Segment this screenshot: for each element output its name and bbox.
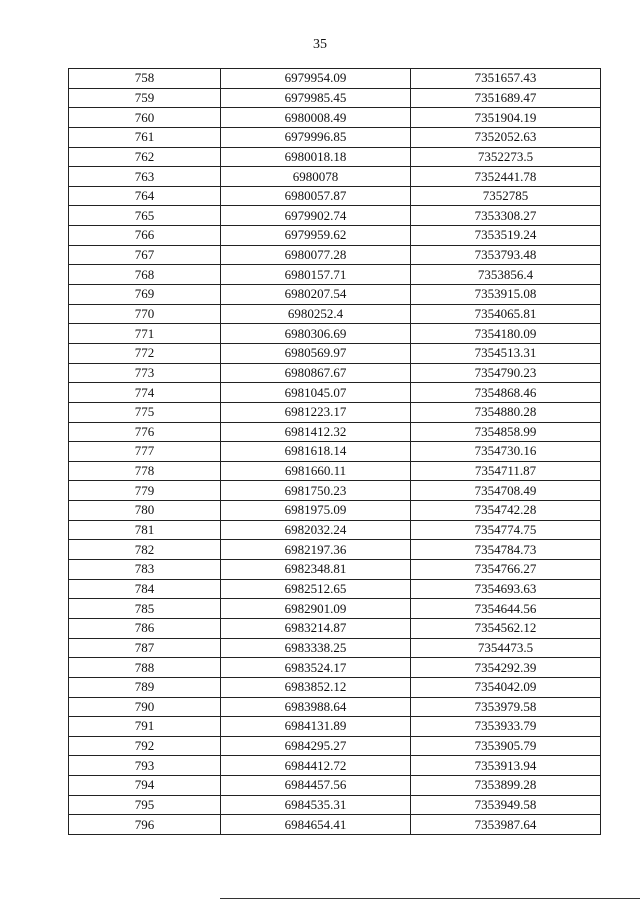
x-coordinate-cell: 6980018.18 <box>221 147 411 167</box>
x-coordinate-cell: 6980077.28 <box>221 245 411 265</box>
y-coordinate-cell: 7354766.27 <box>411 560 601 580</box>
point-number-cell: 774 <box>69 383 221 403</box>
point-number-cell: 776 <box>69 422 221 442</box>
y-coordinate-cell: 7354708.49 <box>411 481 601 501</box>
point-number-cell: 767 <box>69 245 221 265</box>
y-coordinate-cell: 7354693.63 <box>411 579 601 599</box>
point-number-cell: 790 <box>69 697 221 717</box>
table-row <box>69 108 601 128</box>
point-number-cell: 777 <box>69 442 221 462</box>
point-number-cell: 793 <box>69 756 221 776</box>
point-number-cell: 794 <box>69 776 221 796</box>
table-row <box>69 147 601 167</box>
table-row <box>69 638 601 658</box>
y-coordinate-cell: 7352052.63 <box>411 127 601 147</box>
point-number-cell: 771 <box>69 324 221 344</box>
x-coordinate-cell: 6983338.25 <box>221 638 411 658</box>
table-row <box>69 618 601 638</box>
point-number-cell: 781 <box>69 520 221 540</box>
x-coordinate-cell: 6983524.17 <box>221 658 411 678</box>
y-coordinate-cell: 7354644.56 <box>411 599 601 619</box>
y-coordinate-cell: 7354292.39 <box>411 658 601 678</box>
x-coordinate-cell: 6984457.56 <box>221 776 411 796</box>
bottom-divider <box>220 898 640 899</box>
table-row <box>69 815 601 835</box>
table-row <box>69 402 601 422</box>
point-number-cell: 762 <box>69 147 221 167</box>
x-coordinate-cell: 6983852.12 <box>221 677 411 697</box>
point-number-cell: 783 <box>69 560 221 580</box>
x-coordinate-cell: 6980207.54 <box>221 285 411 305</box>
y-coordinate-cell: 7352785 <box>411 186 601 206</box>
y-coordinate-cell: 7354180.09 <box>411 324 601 344</box>
point-number-cell: 766 <box>69 226 221 246</box>
point-number-cell: 791 <box>69 717 221 737</box>
y-coordinate-cell: 7353913.94 <box>411 756 601 776</box>
point-number-cell: 773 <box>69 363 221 383</box>
y-coordinate-cell: 7354730.16 <box>411 442 601 462</box>
x-coordinate-cell: 6980157.71 <box>221 265 411 285</box>
point-number-cell: 778 <box>69 461 221 481</box>
table-row <box>69 422 601 442</box>
table-row <box>69 343 601 363</box>
y-coordinate-cell: 7352273.5 <box>411 147 601 167</box>
point-number-cell: 759 <box>69 88 221 108</box>
y-coordinate-cell: 7354784.73 <box>411 540 601 560</box>
y-coordinate-cell: 7353793.48 <box>411 245 601 265</box>
y-coordinate-cell: 7353899.28 <box>411 776 601 796</box>
x-coordinate-cell: 6983214.87 <box>221 618 411 638</box>
point-number-cell: 792 <box>69 736 221 756</box>
point-number-cell: 786 <box>69 618 221 638</box>
point-number-cell: 763 <box>69 167 221 187</box>
x-coordinate-cell: 6979902.74 <box>221 206 411 226</box>
x-coordinate-cell: 6980306.69 <box>221 324 411 344</box>
y-coordinate-cell: 7353979.58 <box>411 697 601 717</box>
table-row <box>69 285 601 305</box>
table-row <box>69 599 601 619</box>
y-coordinate-cell: 7354473.5 <box>411 638 601 658</box>
table-row <box>69 658 601 678</box>
y-coordinate-cell: 7353905.79 <box>411 736 601 756</box>
x-coordinate-cell: 6982348.81 <box>221 560 411 580</box>
y-coordinate-cell: 7354065.81 <box>411 304 601 324</box>
x-coordinate-cell: 6980569.97 <box>221 343 411 363</box>
table-row <box>69 795 601 815</box>
table-row <box>69 501 601 521</box>
table-row <box>69 697 601 717</box>
point-number-cell: 764 <box>69 186 221 206</box>
table-row <box>69 442 601 462</box>
x-coordinate-cell: 6982512.65 <box>221 579 411 599</box>
table-row <box>69 127 601 147</box>
table-row <box>69 245 601 265</box>
table-row <box>69 560 601 580</box>
point-number-cell: 769 <box>69 285 221 305</box>
point-number-cell: 765 <box>69 206 221 226</box>
table-row <box>69 540 601 560</box>
x-coordinate-cell: 6981412.32 <box>221 422 411 442</box>
point-number-cell: 779 <box>69 481 221 501</box>
x-coordinate-cell: 6984131.89 <box>221 717 411 737</box>
point-number-cell: 796 <box>69 815 221 835</box>
y-coordinate-cell: 7354742.28 <box>411 501 601 521</box>
x-coordinate-cell: 6979985.45 <box>221 88 411 108</box>
x-coordinate-cell: 6983988.64 <box>221 697 411 717</box>
point-number-cell: 785 <box>69 599 221 619</box>
x-coordinate-cell: 6984535.31 <box>221 795 411 815</box>
table-row <box>69 677 601 697</box>
table-row <box>69 717 601 737</box>
coordinates-table <box>68 68 601 835</box>
table-row <box>69 304 601 324</box>
table-row <box>69 265 601 285</box>
point-number-cell: 780 <box>69 501 221 521</box>
x-coordinate-cell: 6980252.4 <box>221 304 411 324</box>
table-row <box>69 736 601 756</box>
x-coordinate-cell: 6980008.49 <box>221 108 411 128</box>
x-coordinate-cell: 6981618.14 <box>221 442 411 462</box>
table-row <box>69 383 601 403</box>
x-coordinate-cell: 6982901.09 <box>221 599 411 619</box>
point-number-cell: 787 <box>69 638 221 658</box>
y-coordinate-cell: 7352441.78 <box>411 167 601 187</box>
y-coordinate-cell: 7354042.09 <box>411 677 601 697</box>
table-row <box>69 481 601 501</box>
x-coordinate-cell: 6981660.11 <box>221 461 411 481</box>
y-coordinate-cell: 7353915.08 <box>411 285 601 305</box>
point-number-cell: 789 <box>69 677 221 697</box>
y-coordinate-cell: 7354858.99 <box>411 422 601 442</box>
table-row <box>69 461 601 481</box>
x-coordinate-cell: 6980867.67 <box>221 363 411 383</box>
x-coordinate-cell: 6982032.24 <box>221 520 411 540</box>
point-number-cell: 782 <box>69 540 221 560</box>
y-coordinate-cell: 7353949.58 <box>411 795 601 815</box>
x-coordinate-cell: 6984654.41 <box>221 815 411 835</box>
y-coordinate-cell: 7354513.31 <box>411 343 601 363</box>
x-coordinate-cell: 6981750.23 <box>221 481 411 501</box>
y-coordinate-cell: 7353308.27 <box>411 206 601 226</box>
table-row <box>69 69 601 89</box>
point-number-cell: 760 <box>69 108 221 128</box>
coordinates-table-body <box>69 69 601 835</box>
point-number-cell: 772 <box>69 343 221 363</box>
x-coordinate-cell: 6980078 <box>221 167 411 187</box>
table-row <box>69 167 601 187</box>
y-coordinate-cell: 7351689.47 <box>411 88 601 108</box>
x-coordinate-cell: 6984412.72 <box>221 756 411 776</box>
x-coordinate-cell: 6979959.62 <box>221 226 411 246</box>
y-coordinate-cell: 7351904.19 <box>411 108 601 128</box>
table-row <box>69 206 601 226</box>
x-coordinate-cell: 6979996.85 <box>221 127 411 147</box>
table-row <box>69 756 601 776</box>
table-row <box>69 324 601 344</box>
point-number-cell: 768 <box>69 265 221 285</box>
point-number-cell: 784 <box>69 579 221 599</box>
table-row <box>69 88 601 108</box>
table-row <box>69 579 601 599</box>
x-coordinate-cell: 6979954.09 <box>221 69 411 89</box>
table-row <box>69 186 601 206</box>
point-number-cell: 761 <box>69 127 221 147</box>
table-row <box>69 520 601 540</box>
y-coordinate-cell: 7354562.12 <box>411 618 601 638</box>
y-coordinate-cell: 7353933.79 <box>411 717 601 737</box>
point-number-cell: 788 <box>69 658 221 678</box>
table-row <box>69 363 601 383</box>
table-row <box>69 776 601 796</box>
y-coordinate-cell: 7354711.87 <box>411 461 601 481</box>
x-coordinate-cell: 6980057.87 <box>221 186 411 206</box>
x-coordinate-cell: 6982197.36 <box>221 540 411 560</box>
x-coordinate-cell: 6981975.09 <box>221 501 411 521</box>
y-coordinate-cell: 7351657.43 <box>411 69 601 89</box>
point-number-cell: 775 <box>69 402 221 422</box>
table-row <box>69 226 601 246</box>
y-coordinate-cell: 7353856.4 <box>411 265 601 285</box>
x-coordinate-cell: 6981223.17 <box>221 402 411 422</box>
y-coordinate-cell: 7354790.23 <box>411 363 601 383</box>
y-coordinate-cell: 7354880.28 <box>411 402 601 422</box>
page-number: 35 <box>313 37 327 52</box>
x-coordinate-cell: 6981045.07 <box>221 383 411 403</box>
point-number-cell: 770 <box>69 304 221 324</box>
point-number-cell: 758 <box>69 69 221 89</box>
y-coordinate-cell: 7353519.24 <box>411 226 601 246</box>
point-number-cell: 795 <box>69 795 221 815</box>
y-coordinate-cell: 7354868.46 <box>411 383 601 403</box>
y-coordinate-cell: 7353987.64 <box>411 815 601 835</box>
x-coordinate-cell: 6984295.27 <box>221 736 411 756</box>
y-coordinate-cell: 7354774.75 <box>411 520 601 540</box>
